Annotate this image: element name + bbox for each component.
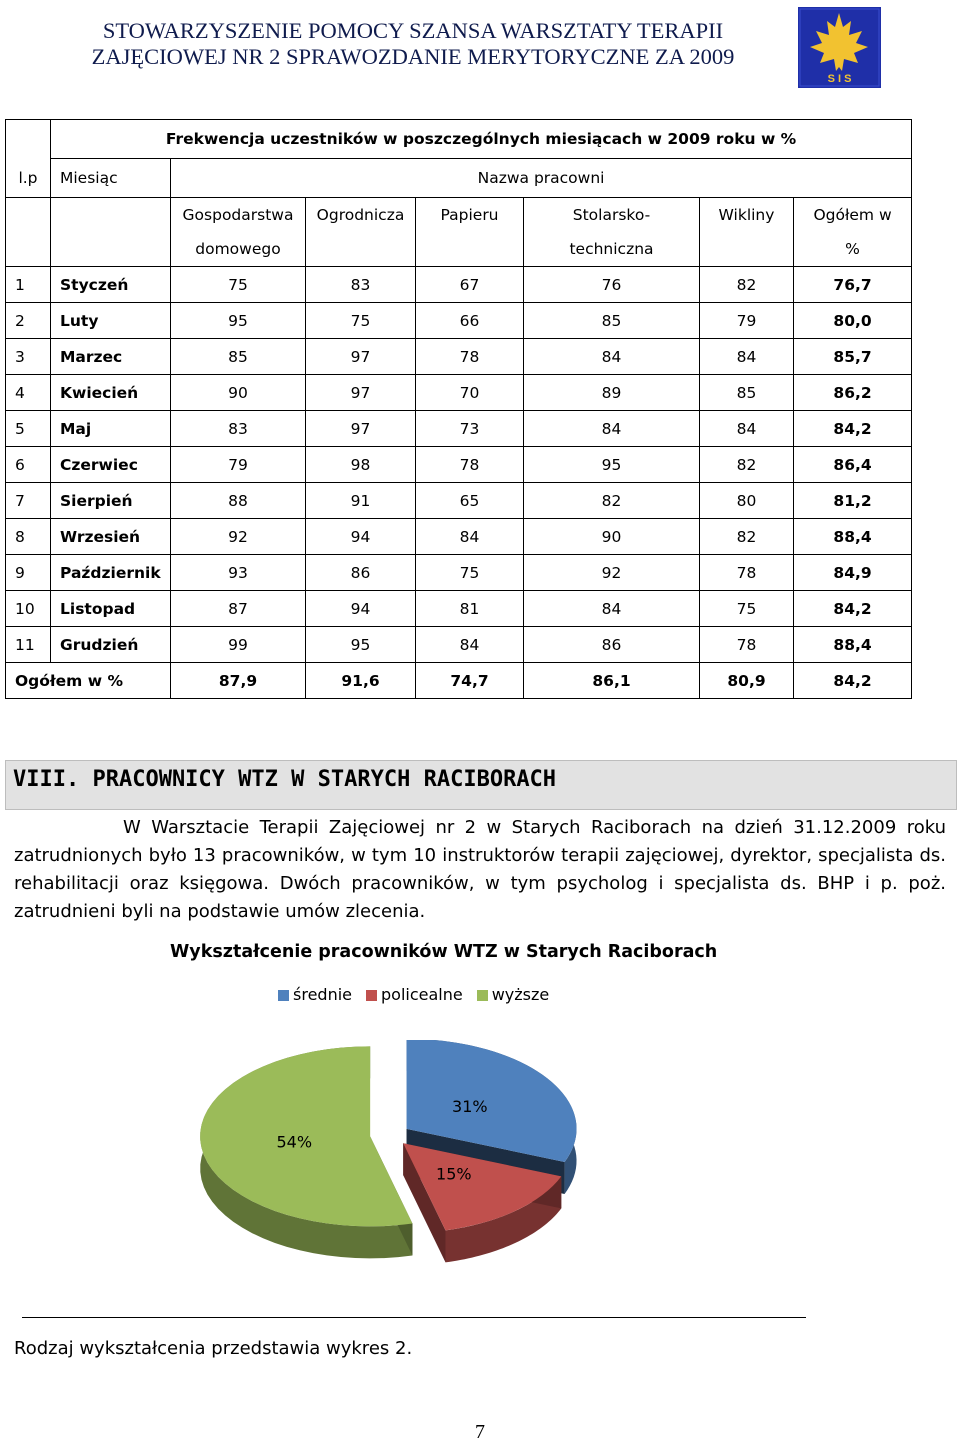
legend-label: wyższe [491, 985, 550, 1004]
column-header-wicker-2 [700, 232, 794, 267]
row-value: 91 [306, 483, 416, 519]
row-value: 97 [306, 375, 416, 411]
column-header-carpentry-2: techniczna [524, 232, 700, 267]
row-value: 73 [416, 411, 524, 447]
row-total: 88,4 [794, 627, 912, 663]
column-header-total-1: Ogółem w [794, 198, 912, 233]
row-total: 76,7 [794, 267, 912, 303]
summary-value: 80,9 [700, 663, 794, 699]
row-value: 78 [416, 447, 524, 483]
row-value: 70 [416, 375, 524, 411]
row-total: 80,0 [794, 303, 912, 339]
row-value: 99 [171, 627, 306, 663]
column-header-household-1: Gospodarstwa [171, 198, 306, 233]
column-header-garden-2 [306, 232, 416, 267]
row-value: 87 [171, 591, 306, 627]
summary-value: 87,9 [171, 663, 306, 699]
row-value: 84 [416, 627, 524, 663]
row-month: Maj [51, 411, 171, 447]
row-value: 85 [700, 375, 794, 411]
table-row [6, 447, 912, 483]
table-row [6, 411, 912, 447]
attendance-table [5, 119, 912, 699]
legend-label: policealne [381, 985, 463, 1004]
row-month: Sierpień [51, 483, 171, 519]
row-value: 88 [171, 483, 306, 519]
column-header-paper-1: Papieru [416, 198, 524, 233]
row-value: 90 [524, 519, 700, 555]
row-month: Kwiecień [51, 375, 171, 411]
column-header-month: Miesiąc [51, 159, 171, 198]
row-value: 67 [416, 267, 524, 303]
legend-swatch [477, 990, 488, 1001]
row-value: 81 [416, 591, 524, 627]
table-row [6, 303, 912, 339]
row-value: 98 [306, 447, 416, 483]
row-number: 7 [6, 483, 51, 519]
row-value: 82 [700, 447, 794, 483]
column-header-wicker-1: Wikliny [700, 198, 794, 233]
legend-swatch [366, 990, 377, 1001]
pie-chart [200, 1040, 620, 1280]
row-value: 84 [700, 411, 794, 447]
group-header-workshop: Nazwa pracowni [171, 159, 912, 198]
row-total: 84,2 [794, 591, 912, 627]
row-value: 65 [416, 483, 524, 519]
row-number: 11 [6, 627, 51, 663]
row-month: Luty [51, 303, 171, 339]
row-value: 78 [416, 339, 524, 375]
table-row [6, 519, 912, 555]
row-month: Listopad [51, 591, 171, 627]
row-value: 78 [700, 555, 794, 591]
row-value: 84 [524, 339, 700, 375]
row-value: 85 [524, 303, 700, 339]
header-line-2: ZAJĘCIOWEJ NR 2 SPRAWOZDANIE MERYTORYCZNE ZA 2009 [91, 44, 735, 69]
row-total: 85,7 [794, 339, 912, 375]
table-row [6, 267, 912, 303]
column-header-paper-2 [416, 232, 524, 267]
row-value: 95 [171, 303, 306, 339]
svg-text:S I S: S I S [827, 73, 852, 85]
row-value: 89 [524, 375, 700, 411]
row-value: 95 [306, 627, 416, 663]
chart-legend [278, 984, 549, 1006]
section-paragraph-text: W Warsztacie Terapii Zajęciowej nr 2 w Starych Raciborach na dzień 31.12.2009 roku zatrudnionych było 13 pracowników, w tym 10 instruktorów terapii zajęciowej, dyrektor, specjalista ds. rehabilitacji oraz księgowa. Dwóch pracowników, w tym psycholog i specjalista ds. BHP i p. poż. zatrudnieni byli na podstawie umów zlecenia. [14, 817, 946, 922]
row-value: 75 [171, 267, 306, 303]
table-title: Frekwencja uczestników w poszczególnych miesiącach w 2009 roku w % [51, 120, 912, 159]
pie-data-label: 31% [452, 1097, 488, 1117]
row-value: 83 [171, 411, 306, 447]
row-total: 88,4 [794, 519, 912, 555]
table-summary-row [6, 663, 912, 699]
legend-label: średnie [293, 985, 352, 1004]
summary-label: Ogółem w % [6, 663, 171, 699]
row-value: 79 [700, 303, 794, 339]
pie-data-label: 54% [276, 1132, 313, 1152]
row-value: 85 [171, 339, 306, 375]
table-row [6, 555, 912, 591]
section-paragraph [14, 814, 946, 926]
summary-total: 84,2 [794, 663, 912, 699]
pie-slice [200, 1046, 412, 1258]
row-number: 4 [6, 375, 51, 411]
document-header [48, 18, 778, 70]
row-month: Październik [51, 555, 171, 591]
section-heading: VIII. PRACOWNICY WTZ W STARYCH RACIBORACH [13, 767, 557, 792]
pie-data-label: 15% [436, 1164, 472, 1184]
row-value: 92 [171, 519, 306, 555]
column-header-carpentry-1: Stolarsko- [524, 198, 700, 233]
chart-title: Wykształcenie pracowników WTZ w Starych Raciborach [170, 942, 718, 962]
row-value: 86 [306, 555, 416, 591]
row-value: 84 [416, 519, 524, 555]
row-total: 84,2 [794, 411, 912, 447]
row-value: 82 [700, 267, 794, 303]
legend-swatch [278, 990, 289, 1001]
row-value: 90 [171, 375, 306, 411]
row-number: 1 [6, 267, 51, 303]
table-row [6, 483, 912, 519]
row-value: 94 [306, 519, 416, 555]
row-month: Styczeń [51, 267, 171, 303]
column-header-total-2: % [794, 232, 912, 267]
row-value: 66 [416, 303, 524, 339]
row-value: 84 [524, 411, 700, 447]
legend-item [278, 984, 352, 1006]
summary-value: 74,7 [416, 663, 524, 699]
row-number: 10 [6, 591, 51, 627]
header-line-1: STOWARZYSZENIE POMOCY SZANSA WARSZTATY TERAPII [102, 18, 724, 43]
column-header-lp: l.p [6, 159, 51, 198]
footnote-rule [22, 1317, 806, 1318]
row-month: Wrzesień [51, 519, 171, 555]
row-value: 82 [524, 483, 700, 519]
row-month: Czerwiec [51, 447, 171, 483]
row-value: 97 [306, 339, 416, 375]
table-row [6, 627, 912, 663]
row-number: 2 [6, 303, 51, 339]
row-total: 86,2 [794, 375, 912, 411]
organization-logo [798, 7, 881, 88]
row-value: 75 [416, 555, 524, 591]
row-value: 95 [524, 447, 700, 483]
legend-item [366, 984, 463, 1006]
row-value: 94 [306, 591, 416, 627]
table-row [6, 339, 912, 375]
summary-value: 86,1 [524, 663, 700, 699]
row-value: 80 [700, 483, 794, 519]
row-value: 75 [700, 591, 794, 627]
row-value: 92 [524, 555, 700, 591]
row-number: 3 [6, 339, 51, 375]
row-total: 86,4 [794, 447, 912, 483]
row-value: 78 [700, 627, 794, 663]
column-header-garden-1: Ogrodnicza [306, 198, 416, 233]
row-value: 84 [700, 339, 794, 375]
row-value: 79 [171, 447, 306, 483]
table-row [6, 375, 912, 411]
row-number: 6 [6, 447, 51, 483]
row-total: 84,9 [794, 555, 912, 591]
row-number: 5 [6, 411, 51, 447]
table-row [6, 591, 912, 627]
row-month: Marzec [51, 339, 171, 375]
page-number: 7 [475, 1421, 485, 1443]
row-value: 93 [171, 555, 306, 591]
summary-value: 91,6 [306, 663, 416, 699]
row-value: 83 [306, 267, 416, 303]
row-value: 84 [524, 591, 700, 627]
row-value: 97 [306, 411, 416, 447]
footnote: Rodzaj wykształcenia przedstawia wykres 2. [14, 1338, 413, 1359]
row-value: 82 [700, 519, 794, 555]
row-value: 75 [306, 303, 416, 339]
row-number: 9 [6, 555, 51, 591]
legend-item [477, 984, 550, 1006]
row-value: 76 [524, 267, 700, 303]
row-value: 86 [524, 627, 700, 663]
row-total: 81,2 [794, 483, 912, 519]
row-number: 8 [6, 519, 51, 555]
column-header-household-2: domowego [171, 232, 306, 267]
row-month: Grudzień [51, 627, 171, 663]
